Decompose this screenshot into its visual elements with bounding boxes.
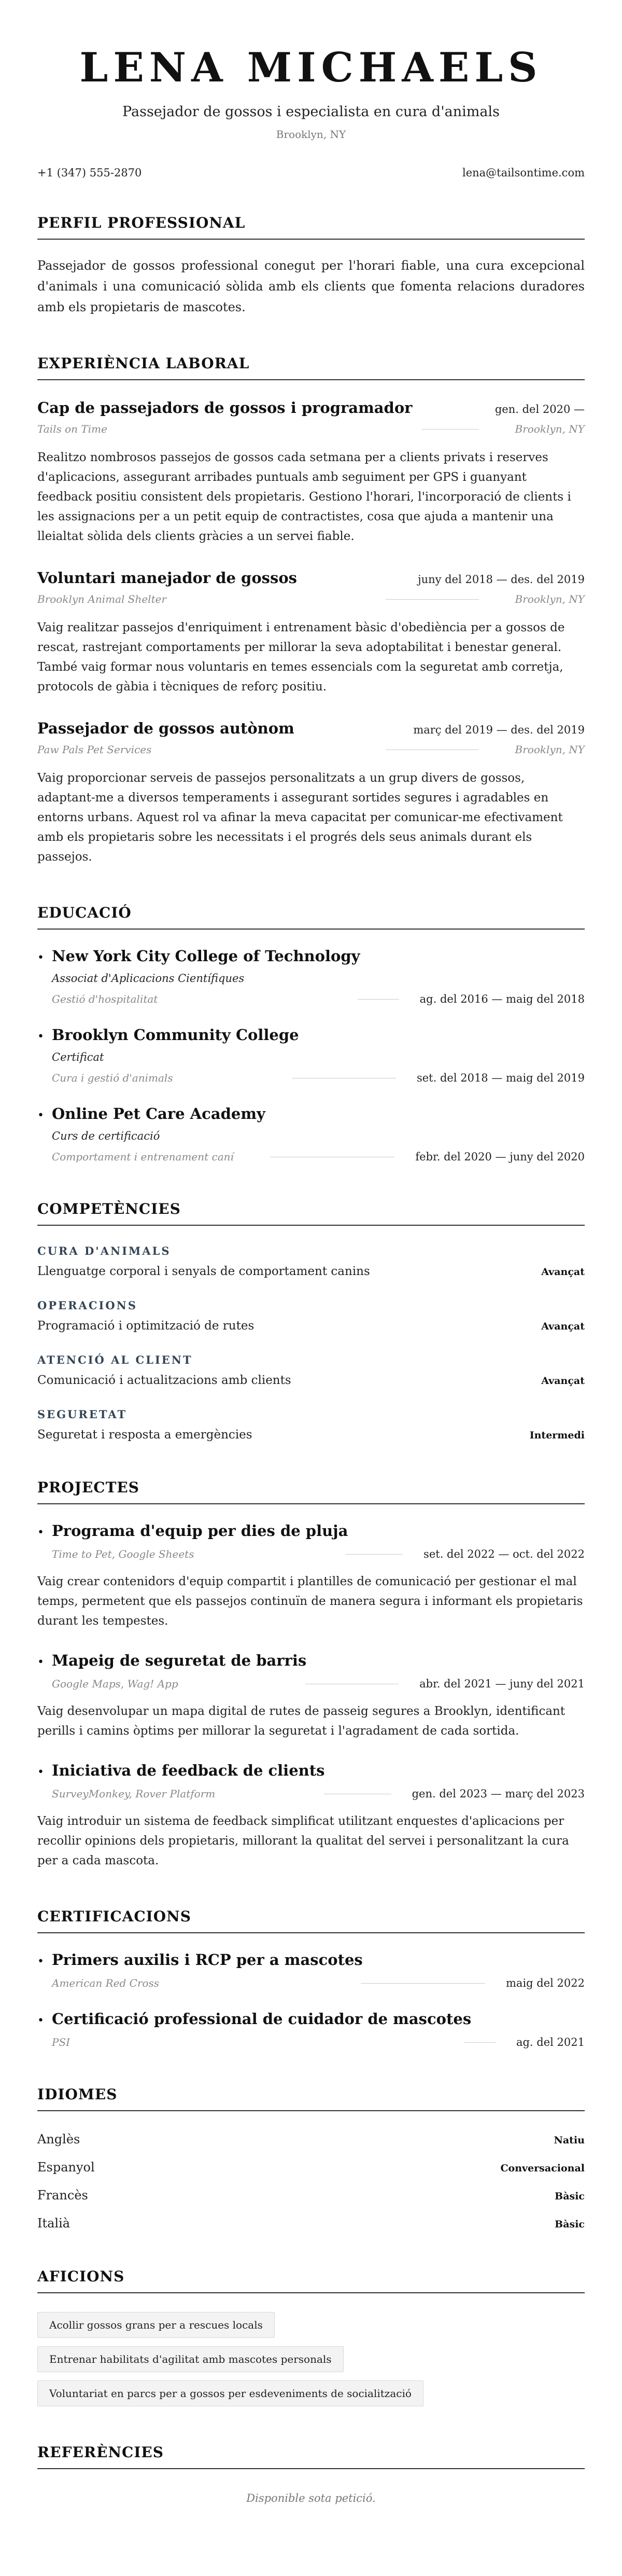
candidate-location: Brooklyn, NY	[276, 128, 346, 141]
language-name: Anglès	[37, 2131, 80, 2146]
projects-section	[37, 1479, 585, 1871]
degree-name: Certificat	[52, 1050, 104, 1063]
job-dates: març del 2019 — des. del 2019	[413, 723, 585, 736]
skill-category: OPERACIONS	[37, 1298, 138, 1312]
certification-name: Certificació professional de cuidador de mascotes	[52, 2010, 472, 2028]
certification-entry	[37, 1951, 585, 1989]
section-title-education: EDUCACIÓ	[37, 904, 585, 930]
education-dates: set. del 2018 — maig del 2019	[416, 1071, 585, 1084]
leader-divider	[178, 1683, 419, 1684]
project-tools: SurveyMonkey, Rover Platform	[52, 1787, 216, 1800]
skill-group	[37, 1299, 585, 1333]
skill-level: Avançat	[541, 1375, 585, 1387]
skill-category: SEGURETAT	[37, 1407, 128, 1421]
email-address: lena@tailsontime.com	[462, 166, 585, 179]
phone-number: +1 (347) 555-2870	[37, 166, 142, 179]
leader-divider	[151, 749, 515, 750]
job-dates: juny del 2018 — des. del 2019	[418, 573, 585, 586]
education-entry	[37, 1105, 585, 1163]
study-field: Cura i gestió d'animals	[52, 1071, 173, 1084]
project-tools: Time to Pet, Google Sheets	[52, 1547, 194, 1560]
language-name: Francès	[37, 2187, 88, 2203]
project-entry	[37, 1652, 585, 1741]
certification-date: maig del 2022	[506, 1976, 585, 1989]
section-title-hobbies: AFICIONS	[37, 2268, 585, 2293]
contact-row	[37, 167, 585, 179]
language-name: Espanyol	[37, 2159, 95, 2175]
skill-category: ATENCIÓ AL CLIENT	[37, 1353, 193, 1366]
profile-section	[37, 214, 585, 317]
language-row	[37, 2216, 585, 2231]
job-title: Passejador de gossos autònom	[37, 719, 294, 737]
certification-entry	[37, 2010, 585, 2048]
bullet-icon: •	[37, 951, 44, 964]
skill-name: Seguretat i resposta a emergències	[37, 1428, 252, 1442]
job-title: Voluntari manejador de gossos	[37, 569, 298, 587]
project-name: Iniciativa de feedback de clients	[52, 1761, 325, 1779]
languages-section	[37, 2086, 585, 2231]
job-description: Realitzo nombrosos passejos de gossos cada setmana per a clients privats i reserves d'aplicacions, assegurant arribades puntuals amb seguiment per GPS i guanyant feedback positiu consistent dels propietaris. Gestiono l'horari, l'incorporació de clients i les assignacions per a un petit equip de contractistes, cosa que ajuda a mantenir una lleialtat sòlida dels clients gràcies a un servei fiable.	[37, 450, 571, 543]
study-field: Gestió d'hospitalitat	[52, 992, 158, 1005]
language-level: Bàsic	[555, 2190, 585, 2202]
certification-name: Primers auxilis i RCP per a mascotes	[52, 1950, 363, 1969]
bullet-icon: •	[37, 1526, 44, 1539]
leader-divider	[159, 1983, 506, 1984]
candidate-tagline: Passejador de gossos i especialista en cura d'animals	[122, 103, 500, 120]
job-description: Vaig proporcionar serveis de passejos personalitzats a un grup divers de gossos, adaptant-me a diversos temperaments i assegurant sortides segures i agradables en entorns urbans. Aquest rol va afinar la meva capacitat per comunicar-me efectivament amb els propietaris sobre les necessitats i el progrés dels seus animals durant els passejos.	[37, 771, 563, 864]
hobbies-section	[37, 2268, 585, 2406]
job-organization: Tails on Time	[37, 422, 107, 435]
leader-divider	[194, 1554, 423, 1555]
school-name: Brooklyn Community College	[52, 1026, 299, 1044]
bullet-icon: •	[37, 1955, 44, 1968]
bullet-icon: •	[37, 1109, 44, 1122]
job-location: Brooklyn, NY	[515, 422, 585, 435]
candidate-name: LENA MICHAELS	[79, 44, 543, 91]
language-row	[37, 2188, 585, 2203]
experience-section	[37, 355, 585, 867]
education-dates: febr. del 2020 — juny del 2020	[415, 1150, 585, 1163]
section-title-skills: COMPETÈNCIES	[37, 1200, 585, 1226]
project-dates: set. del 2022 — oct. del 2022	[423, 1547, 585, 1560]
section-title-references: REFERÈNCIES	[37, 2444, 585, 2469]
leader-divider	[70, 2042, 516, 2043]
job-location: Brooklyn, NY	[515, 592, 585, 605]
bullet-icon: •	[37, 1655, 44, 1669]
education-dates: ag. del 2016 — maig del 2018	[419, 992, 585, 1005]
degree-name: Associat d'Aplicacions Científiques	[52, 972, 245, 985]
section-title-languages: IDIOMES	[37, 2086, 585, 2111]
certification-issuer: American Red Cross	[52, 1976, 160, 1989]
references-note: Disponible sota petició.	[246, 2491, 376, 2504]
job-dates: gen. del 2020 —	[494, 403, 585, 416]
bullet-icon: •	[37, 1765, 44, 1779]
project-description: Vaig crear contenidors d'equip compartit i plantilles de comunicació per gestionar el mal temps, permetent que els passejos continuïn de manera segura i informant els propietaris durant les tempestes.	[37, 1574, 583, 1628]
project-description: Vaig desenvolupar un mapa digital de rutes de passeig segures a Brooklyn, identificant perills i camins òptims per millorar la seguretat i l'agradament de cada sortida.	[37, 1704, 566, 1738]
project-dates: gen. del 2023 — març del 2023	[412, 1787, 585, 1800]
job-title: Cap de passejadors de gossos i programador	[37, 398, 413, 417]
job-entry	[37, 719, 585, 867]
certification-date: ag. del 2021	[516, 2035, 585, 2048]
project-entry	[37, 1762, 585, 1871]
skill-level: Avançat	[541, 1320, 585, 1332]
leader-divider	[158, 999, 419, 1000]
school-name: Online Pet Care Academy	[52, 1104, 265, 1123]
skill-name: Llenguatge corporal i senyals de comportament canins	[37, 1264, 370, 1278]
skill-level: Intermedi	[529, 1429, 585, 1441]
section-title-certifications: CERTIFICACIONS	[37, 1908, 585, 1933]
skill-name: Programació i optimització de rutes	[37, 1319, 255, 1333]
certification-issuer: PSI	[52, 2035, 70, 2048]
language-level: Natiu	[554, 2134, 585, 2146]
skill-group	[37, 1353, 585, 1387]
school-name: New York City College of Technology	[52, 947, 360, 965]
skills-section	[37, 1200, 585, 1442]
hobby-tag: Voluntariat en parcs per a gossos per esdeveniments de socialització	[37, 2380, 423, 2406]
leader-divider	[234, 1156, 415, 1157]
skill-category: CURA D'ANIMALS	[37, 1244, 171, 1257]
hobby-list	[37, 2312, 585, 2406]
project-dates: abr. del 2021 — juny del 2021	[419, 1677, 585, 1690]
language-level: Conversacional	[500, 2162, 585, 2174]
certifications-section	[37, 1908, 585, 2048]
education-section	[37, 904, 585, 1163]
job-entry	[37, 569, 585, 697]
leader-divider	[107, 428, 515, 430]
study-field: Comportament i entrenament caní	[52, 1150, 234, 1163]
skill-group	[37, 1244, 585, 1278]
section-title-projects: PROJECTES	[37, 1479, 585, 1504]
skill-level: Avançat	[541, 1266, 585, 1278]
job-location: Brooklyn, NY	[515, 743, 585, 756]
project-name: Programa d'equip per dies de pluja	[52, 1521, 348, 1540]
leader-divider	[173, 1077, 417, 1078]
leader-divider	[215, 1793, 412, 1794]
resume-header	[37, 46, 585, 141]
job-description: Vaig realitzar passejos d'enriquiment i entrenament bàsic d'obediència per a gossos de rescat, rastrejant comportaments per millorar la seva adoptabilitat i benestar general. També vaig formar nous voluntaris en temes essencials com la seguretat amb corretja, protocols de gàbia i tècniques de reforç positiu.	[37, 620, 565, 694]
job-entry	[37, 399, 585, 546]
project-tools: Google Maps, Wag! App	[52, 1677, 178, 1690]
hobby-tag: Entrenar habilitats d'agilitat amb mascotes personals	[37, 2346, 344, 2372]
section-title-experience: EXPERIÈNCIA LABORAL	[37, 355, 585, 380]
leader-divider	[166, 599, 515, 600]
degree-name: Curs de certificació	[52, 1129, 160, 1142]
section-title-profile: PERFIL PROFESSIONAL	[37, 214, 585, 240]
hobby-tag: Acollir gossos grans per a rescues locals	[37, 2312, 275, 2338]
profile-summary: Passejador de gossos professional conegut per l'horari fiable, una cura excepcional d'animals i una comunicació sòlida amb els clients que fomenta relacions duradores amb els propietaris de mascotes.	[37, 258, 585, 314]
job-organization: Paw Pals Pet Services	[37, 743, 152, 756]
project-name: Mapeig de seguretat de barris	[52, 1651, 307, 1669]
skill-name: Comunicació i actualitzacions amb clients	[37, 1373, 291, 1387]
language-name: Italià	[37, 2215, 70, 2231]
education-entry	[37, 947, 585, 1005]
language-level: Bàsic	[555, 2218, 585, 2230]
bullet-icon: •	[37, 1030, 44, 1043]
skill-group	[37, 1408, 585, 1442]
project-description: Vaig introduir un sistema de feedback simplificat utilitzant enquestes d'aplicacions per recollir opinions dels propietaris, millorant la qualitat del servei i personalitzant la cura per a cada mascota.	[37, 1814, 569, 1867]
job-organization: Brooklyn Animal Shelter	[37, 592, 167, 605]
language-row	[37, 2132, 585, 2146]
project-entry	[37, 1522, 585, 1631]
references-section	[37, 2444, 585, 2504]
education-entry	[37, 1026, 585, 1084]
language-row	[37, 2160, 585, 2175]
bullet-icon: •	[37, 2014, 44, 2027]
